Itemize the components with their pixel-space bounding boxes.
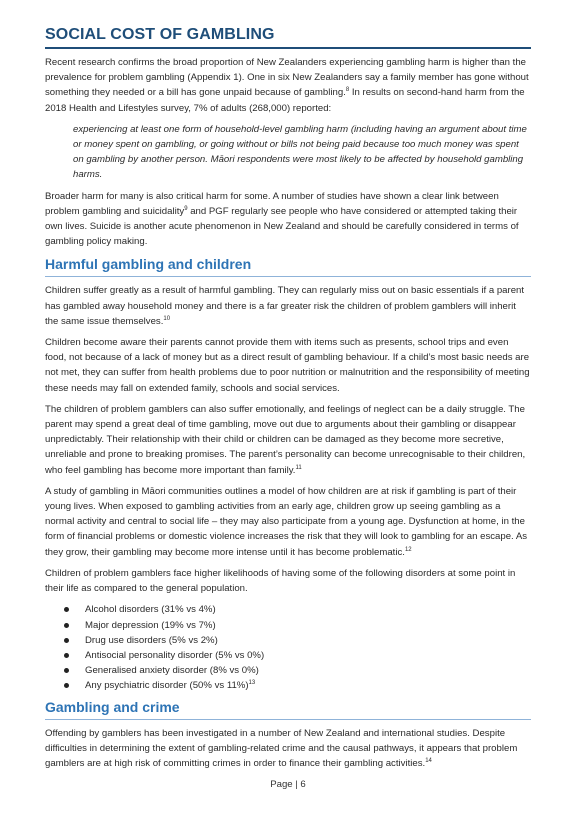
list-item: Major depression (19% vs 7%) <box>45 618 531 633</box>
bullet-icon <box>64 683 69 688</box>
children-p1-text: Children suffer greatly as a result of harmful gambling. They can regularly miss out on basic essentials if a parent has gambled away household money and there is a far greater risk the children of problem gamblers will inherit the same issue themselves. <box>45 285 525 327</box>
title-underline <box>45 47 531 49</box>
children-paragraph-5: Children of problem gamblers face higher likelihoods of having some of the following disorders at some point in their life as compared to the general population. <box>45 567 516 595</box>
footnote-ref-14[interactable]: 14 <box>425 757 432 764</box>
list-item: Drug use disorders (5% vs 2%) <box>45 633 531 648</box>
footnote-ref-9[interactable]: 9 <box>184 205 188 212</box>
bullet-icon <box>64 607 69 612</box>
children-paragraph-3 <box>45 402 531 478</box>
footnote-ref-12[interactable]: 12 <box>404 546 412 553</box>
footnote-ref-11[interactable]: 11 <box>295 464 302 471</box>
bullet-icon <box>64 668 69 673</box>
disorders-list <box>45 602 531 693</box>
list-item: Generalised anxiety disorder (8% vs 0%) <box>45 663 531 678</box>
heading-gambling-crime: Gambling and crime <box>45 698 180 715</box>
footnote-ref-10[interactable]: 10 <box>163 315 171 322</box>
intro-p2-tail: and PGF regularly see people who have considered or attempted taking their own lives. Suicide is another acute phenomenon in New Zealand and should be carefully considered in terms of gambling policy making. <box>45 205 519 248</box>
crime-paragraph-1 <box>45 726 531 772</box>
children-p3-text: The children of problem gamblers can also suffer emotionally, and feelings of neglect can be a daily struggle. The parent may spend a great deal of time gambling, move out due to arguments about their gambling or disappear unpredictably. Their relationship with their child or children can be damaged as they become more secretive, unreliable and prone to breaking promises. The parent’s personality can become unrecognisable to their children, who feel gambling has become more important than family. <box>45 403 526 476</box>
subheading-underline <box>45 719 531 720</box>
page-number: Page | 6 <box>270 779 306 790</box>
page-title: SOCIAL COST OF GAMBLING <box>45 26 275 43</box>
bullet-icon <box>64 638 69 643</box>
children-paragraph-4 <box>45 484 531 560</box>
bullet-icon <box>64 623 69 628</box>
intro-paragraph-1 <box>45 55 531 116</box>
list-item: Antisocial personality disorder (5% vs 0%) <box>45 648 531 663</box>
heading-harmful-gambling-children: Harmful gambling and children <box>45 256 252 273</box>
intro-p1-text: Recent research confirms the broad proportion of New Zealanders experiencing gambling harm is higher than the prevalence for problem gambling (Appendix 1). One in six New Zealanders say a family member has gone without something they needed or a bill has gone unpaid because of gambling. <box>45 57 529 99</box>
footnote-ref-8[interactable]: 8 <box>345 87 350 94</box>
document-page <box>45 24 531 777</box>
list-item: Alcohol disorders (31% vs 4%) <box>45 602 531 617</box>
list-item: Any psychiatric disorder (50% vs 11%)$^{13}$ <box>45 678 531 693</box>
footnote-ref-13[interactable]: 13 <box>248 680 256 687</box>
intro-paragraph-2 <box>45 189 531 250</box>
crime-p1-text: Offending by gamblers has been investigated in a number of New Zealand and international studies. Despite difficulties in determining the extent of gambling-related crime and the causal pathways, it appears that problem gamblers are at high risk of committing crimes in order to finance their gambling activities. <box>45 727 518 769</box>
children-paragraph-2: Children become aware their parents cannot provide them with items such as presents, school trips and even food, not because of a lack of money but as a direct result of gambling behaviour. If a child’s most basic needs are not met, they can suffer from health problems due to poor nutrition or malnutrition and the responsibility of meeting these needs may fall on extended family, schools and social services. <box>45 337 530 394</box>
intro-p2-head: Broader harm for many is also critical harm for some. A number of studies have shown a clear link between problem gambling and suicidality <box>45 190 499 217</box>
survey-quote: experiencing at least one form of household-level gambling harm (including having an argument about time or money spent on gambling, or going without or bills not being paid because too much money was spent on gambling by another person. Māori respondents were most likely to be affected by household gambling harms. <box>73 123 527 181</box>
children-p4-text: A study of gambling in Māori communities outlines a model of how children are at risk if gambling is part of their young lives. When exposed to gambling activities from an early age, children grow up seeing gambling as a normal activity and central to social life – they may also participate from a young age. Dysfunction at home, in the form of financial problems or domestic violence increases the risk that they will look to gambling for an escape. As they grow, their gambling may become more intense until it has become problematic. <box>45 485 528 558</box>
children-paragraph-1 <box>45 283 531 329</box>
intro-p1-tail: In results on second-hand harm from the 2018 Health and Lifestyles survey, 7% of adults (268,000) reported: <box>45 87 525 114</box>
bullet-icon <box>64 653 69 658</box>
subheading-underline <box>45 276 531 277</box>
